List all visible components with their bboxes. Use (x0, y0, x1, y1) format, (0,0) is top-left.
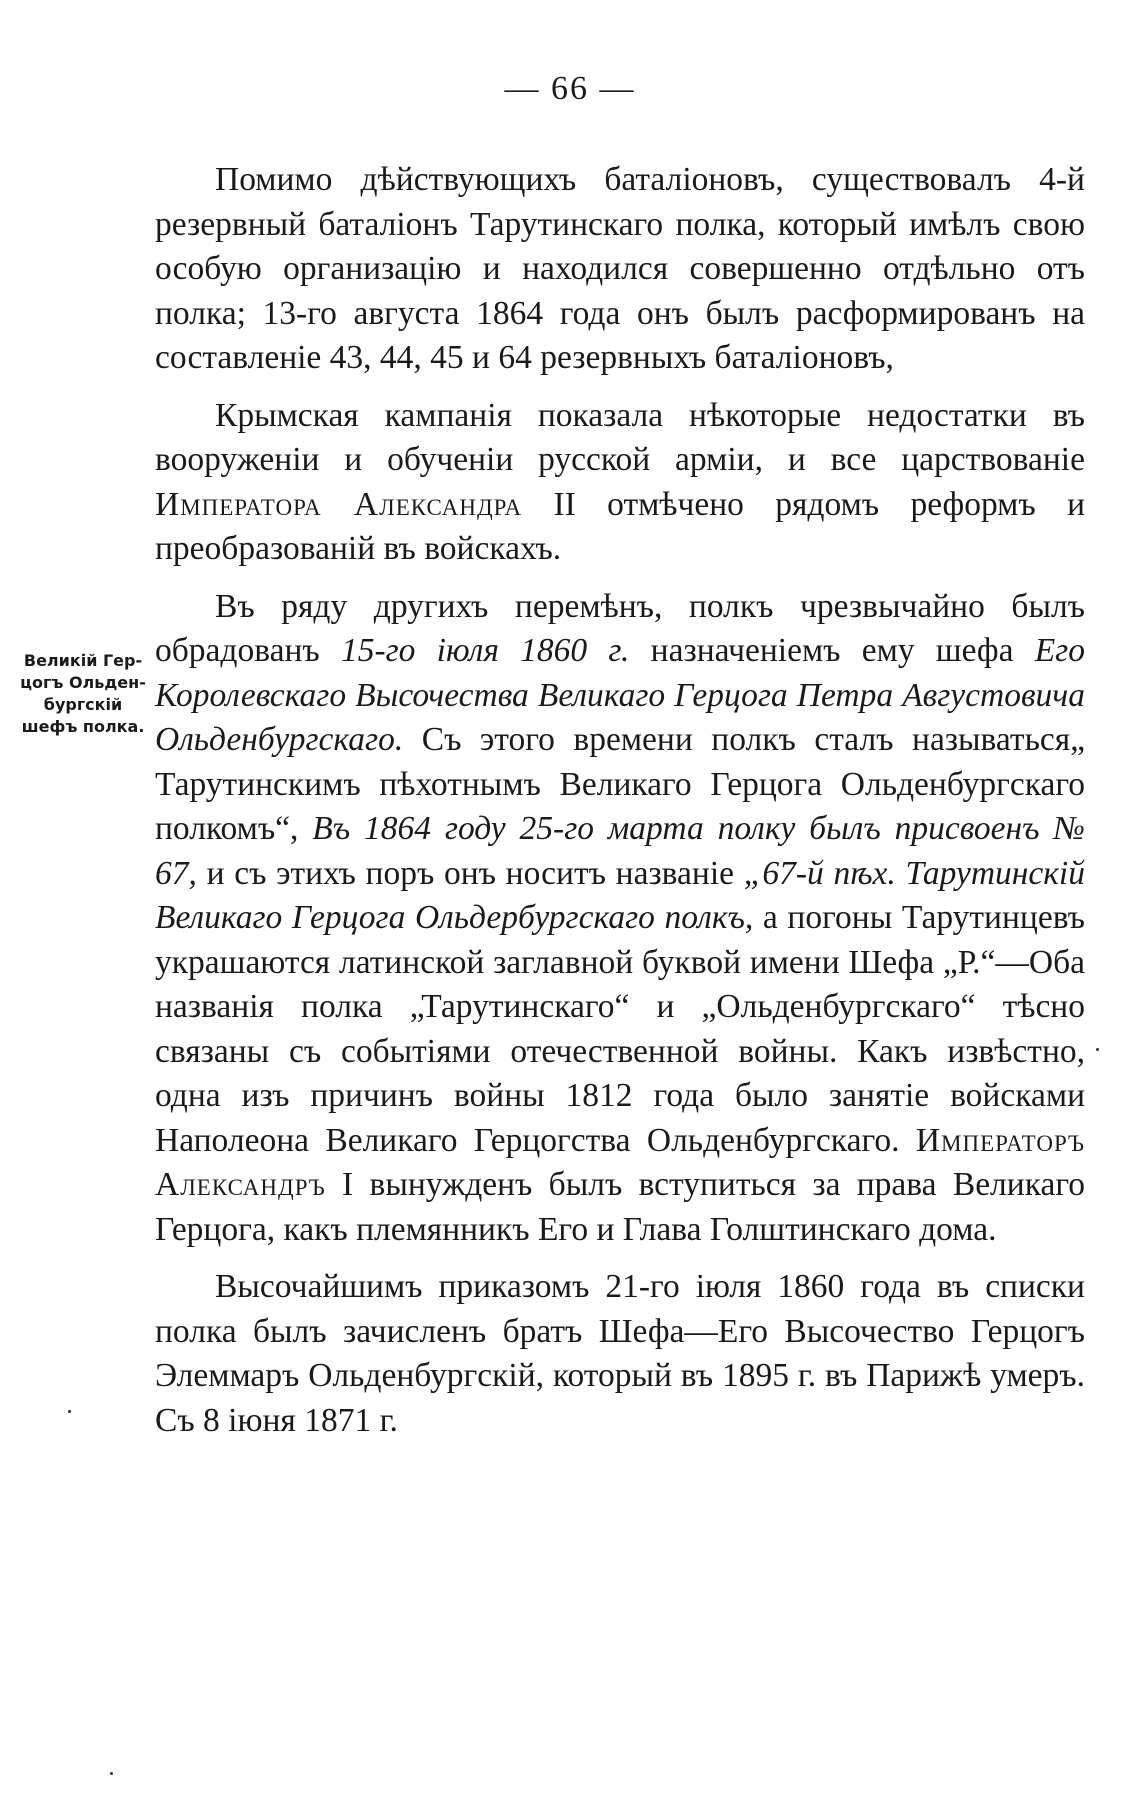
text-run: Его (537, 1210, 589, 1248)
margin-note (8, 650, 158, 738)
margin-note-line: цогъ Ольден- (20, 673, 146, 692)
body-text (155, 158, 1085, 1456)
text-run: I вынужденъ былъ вступиться за права Великаго Герцога, какъ племянникъ (155, 1166, 1085, 1248)
text-run: Его Высочество (717, 1312, 955, 1350)
emperor-name: Императора Александра (155, 485, 523, 523)
text-run: II отмѣчено рядомъ реформъ и преобразованій въ войскахъ. (155, 485, 1086, 567)
paragraph-1: Помимо дѣйствующихъ баталіоновъ, существовалъ 4-й резервный баталіонъ Тарутинскаго полка, который имѣлъ свою особую организацію и находился совершенно отдѣльно отъ полка; 13-го августа 1864 года онъ былъ расформированъ на составленіе 43, 44, 45 и 64 резервныхъ баталіоновъ, (155, 161, 1085, 376)
text-run: Высочайшимъ приказомъ 21-го іюля 1860 года въ списки полка былъ зачисленъ братъ Шефа— (155, 1268, 1085, 1350)
paragraph-2 (155, 394, 1085, 572)
title-emphasis: Его Королевскаго Высочества Великаго Герцога Петра Августовича Ольденбургскаго. (155, 632, 1085, 758)
text-run: и Глава Голштинскаго дома. (588, 1210, 997, 1248)
text-run: Съ этого времени полкъ сталъ называться„ Тарутинскимъ пѣхотнымъ Великаго Герцога Ольденбургскаго полкомъ“, (155, 721, 1085, 847)
scan-speck (68, 1410, 71, 1413)
paragraph-4 (155, 1265, 1085, 1443)
margin-note-line: бургскій (43, 695, 123, 714)
paragraph-3 (155, 585, 1085, 1253)
text-run: Герцогъ Элеммаръ Ольденбургскій, который въ 1895 г. въ Парижѣ умеръ. Съ 8 іюня 1871 г. (155, 1312, 1085, 1439)
margin-note-line: Великій Гер- (23, 651, 143, 670)
text-run: а погоны Тарутинцевъ украшаются латинской заглавной буквой имени Шефа „Р.“—Оба названія полка „Тарутинскаго“ и „Ольденбургскаго“ тѣсно связаны съ событіями отечественной войны. Какъ извѣстно, одна изъ причинъ войны 1812 года было занятіе войсками Наполеона Великаго Герцогства Ольденбургскаго. (155, 899, 1085, 1159)
text-run: назначеніемъ ему шефа (629, 632, 1035, 669)
emperor-name: Императоръ Александръ (155, 1121, 1085, 1203)
scan-speck (110, 1772, 113, 1775)
text-run: и съ этихъ поръ онъ носитъ названіе (196, 854, 744, 892)
page-number: — 66 — (504, 70, 636, 107)
date-emphasis: Въ 1864 году 25-го марта полку былъ присвоенъ № 67, (155, 810, 1085, 892)
date-emphasis: 15-го іюля 1860 г. (340, 632, 630, 669)
scan-speck (1096, 1048, 1099, 1051)
text-run: Въ ряду другихъ перемѣнъ, полкъ чрезвычайно былъ обрадованъ (155, 587, 1085, 669)
text-run: Крымская кампанія показала нѣкоторые недостатки въ вооруженіи и обученіи русской арміи, и все царствованіе (155, 396, 1085, 478)
margin-note-line: шефъ полка. (21, 717, 145, 736)
regiment-name-emphasis: „67-й пѣх. Тарутинскій Великаго Герцога Ольдербургскаго полкъ, (155, 854, 1085, 936)
